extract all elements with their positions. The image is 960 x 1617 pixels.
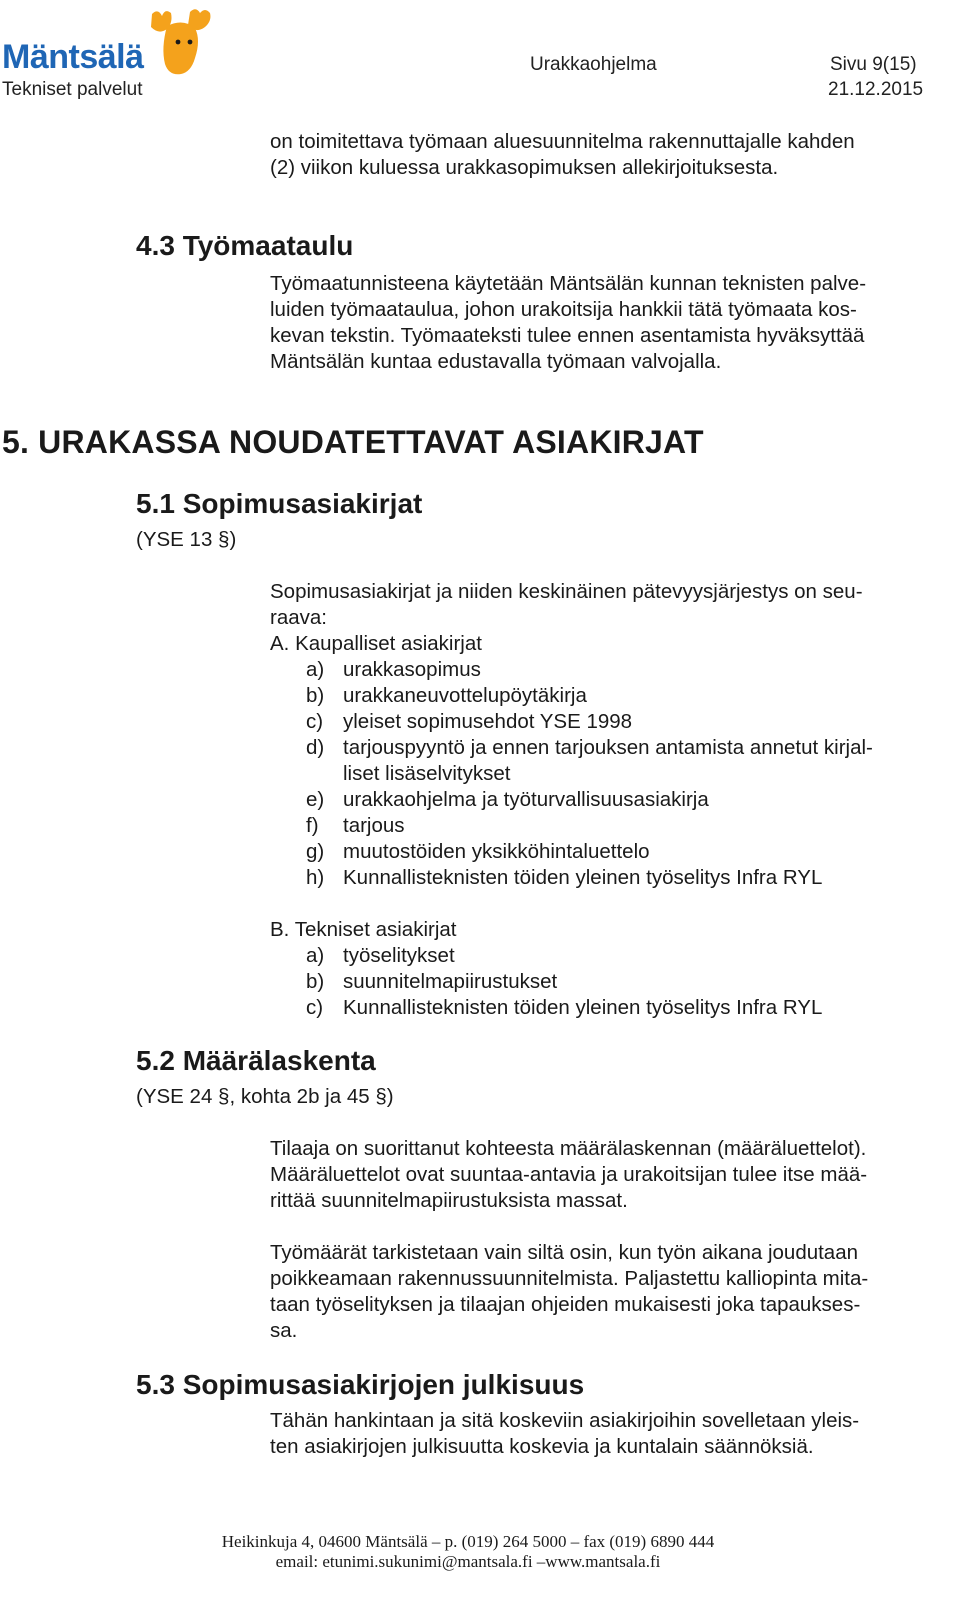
group-b-list	[306, 943, 935, 1021]
footer-address: Heikinkuja 4, 04600 Mäntsälä – p. (019) 264 5000 – fax (019) 6890 444	[221, 1532, 715, 1551]
list-marker: e)	[306, 788, 325, 811]
list-item	[306, 709, 935, 735]
paragraph-line: Määräluettelot ovat suuntaa-antavia ja urakoitsijan tulee itse mää-	[270, 1163, 868, 1186]
list-marker: h)	[306, 866, 325, 889]
paragraph-line: Mäntsälän kuntaa edustavalla työmaan valvojalla.	[270, 350, 722, 373]
list-marker: a)	[306, 658, 325, 681]
mantsala-logo	[2, 6, 232, 80]
paragraph-line: Sopimusasiakirjat ja niiden keskinäinen pätevyysjärjestys on seu-	[270, 580, 863, 603]
paragraph-line: rittää suunnitelmapiirustuksista massat.	[270, 1189, 628, 1212]
section-5-1-body	[270, 579, 935, 1021]
section-5-3-paragraph	[270, 1408, 859, 1460]
list-marker: g)	[306, 840, 325, 863]
paragraph-line: raava:	[270, 606, 327, 629]
paragraph-line: sa.	[270, 1319, 298, 1342]
list-item-text: muutostöiden yksikköhintaluettelo	[343, 840, 650, 863]
list-item	[306, 995, 935, 1021]
list-item-text: Kunnallisteknisten töiden yleinen työselitys Infra RYL	[343, 996, 823, 1019]
section-5-2-paragraph-2	[270, 1240, 868, 1344]
list-item	[306, 735, 935, 787]
list-item	[306, 943, 935, 969]
paragraph-line: ten asiakirjojen julkisuutta koskevia ja kuntalain säännöksiä.	[270, 1435, 814, 1458]
list-marker: d)	[306, 736, 325, 759]
list-item	[306, 683, 935, 709]
list-item-text: urakkasopimus	[343, 658, 481, 681]
paragraph-line: taan työselityksen ja tilaajan ohjeiden mukaisesti joka tapaukses-	[270, 1293, 861, 1316]
list-item-text: liset lisäselvitykset	[343, 762, 511, 785]
section-4-3-heading: 4.3 Työmaataulu	[136, 230, 354, 261]
section-5-2-heading: 5.2 Määrälaskenta	[136, 1045, 376, 1076]
section-5-1-reference: (YSE 13 §)	[136, 528, 237, 551]
list-item-text: tarjouspyyntö ja ennen tarjouksen antamista annetut kirjal-	[343, 736, 873, 759]
list-item	[306, 865, 935, 891]
section-5-3-heading: 5.3 Sopimusasiakirjojen julkisuus	[136, 1369, 585, 1400]
department-label: Tekniset palvelut	[2, 79, 143, 100]
logo-wordmark: Mäntsälä	[2, 38, 144, 76]
paragraph-line: poikkeamaan rakennussuunnitelmista. Paljastettu kalliopinta mita-	[270, 1267, 869, 1290]
section-5-heading: 5. URAKASSA NOUDATETTAVAT ASIAKIRJAT	[2, 424, 704, 460]
paragraph-line: Tähän hankintaan ja sitä koskeviin asiakirjoihin sovelletaan yleis-	[270, 1409, 860, 1432]
list-marker: c)	[306, 710, 324, 733]
paragraph-line: luiden työmaataulua, johon urakoitsija hankkii tätä työmaata kos-	[270, 298, 857, 321]
list-item-text: suunnitelmapiirustukset	[343, 970, 558, 993]
list-item-text: Kunnallisteknisten töiden yleinen työselitys Infra RYL	[343, 866, 823, 889]
list-item-text: työselitykset	[343, 944, 455, 967]
list-marker: b)	[306, 684, 325, 707]
group-a-title: A. Kaupalliset asiakirjat	[270, 632, 482, 655]
list-item	[306, 839, 935, 865]
intro-line: on toimitettava työmaan aluesuunnitelma rakennuttajalle kahden	[270, 130, 855, 153]
list-item	[306, 813, 935, 839]
list-marker: a)	[306, 944, 325, 967]
list-marker: c)	[306, 996, 324, 1019]
paragraph-line: kevan tekstin. Työmaateksti tulee ennen asentamista hyväksyttää	[270, 324, 865, 347]
intro-line: (2) viikon kuluessa urakkasopimuksen allekirjoituksesta.	[270, 156, 779, 179]
paragraph-line: Tilaaja on suorittanut kohteesta määrälaskennan (määräluettelot).	[270, 1137, 867, 1160]
paragraph-line: Työmäärät tarkistetaan vain siltä osin, kun työn aikana joudutaan	[270, 1241, 859, 1264]
list-item-text: urakkaohjelma ja työturvallisuusasiakirja	[343, 788, 709, 811]
document-date: 21.12.2015	[828, 79, 924, 100]
intro-paragraph	[270, 129, 855, 181]
list-marker: f)	[306, 814, 319, 837]
section-5-2-reference: (YSE 24 §, kohta 2b ja 45 §)	[136, 1085, 394, 1108]
section-5-1-heading: 5.1 Sopimusasiakirjat	[136, 488, 423, 519]
list-marker: b)	[306, 970, 325, 993]
section-5-2-paragraph-1	[270, 1136, 867, 1214]
list-item-text: yleiset sopimusehdot YSE 1998	[343, 710, 633, 733]
group-a-list	[306, 657, 935, 891]
group-b-title: B. Tekniset asiakirjat	[270, 918, 457, 941]
list-item	[306, 969, 935, 995]
document-title: Urakkaohjelma	[530, 54, 657, 75]
list-item	[306, 787, 935, 813]
footer-contact: email: etunimi.sukunimi@mantsala.fi –www.mantsala.fi	[275, 1552, 661, 1571]
list-item-text: tarjous	[343, 814, 405, 837]
list-item	[306, 657, 935, 683]
section-4-3-paragraph	[270, 271, 866, 375]
paragraph-line: Työmaatunnisteena käytetään Mäntsälän kunnan teknisten palve-	[270, 272, 867, 295]
list-item-text: urakkaneuvottelupöytäkirja	[343, 684, 587, 707]
page-number: Sivu 9(15)	[830, 54, 917, 75]
